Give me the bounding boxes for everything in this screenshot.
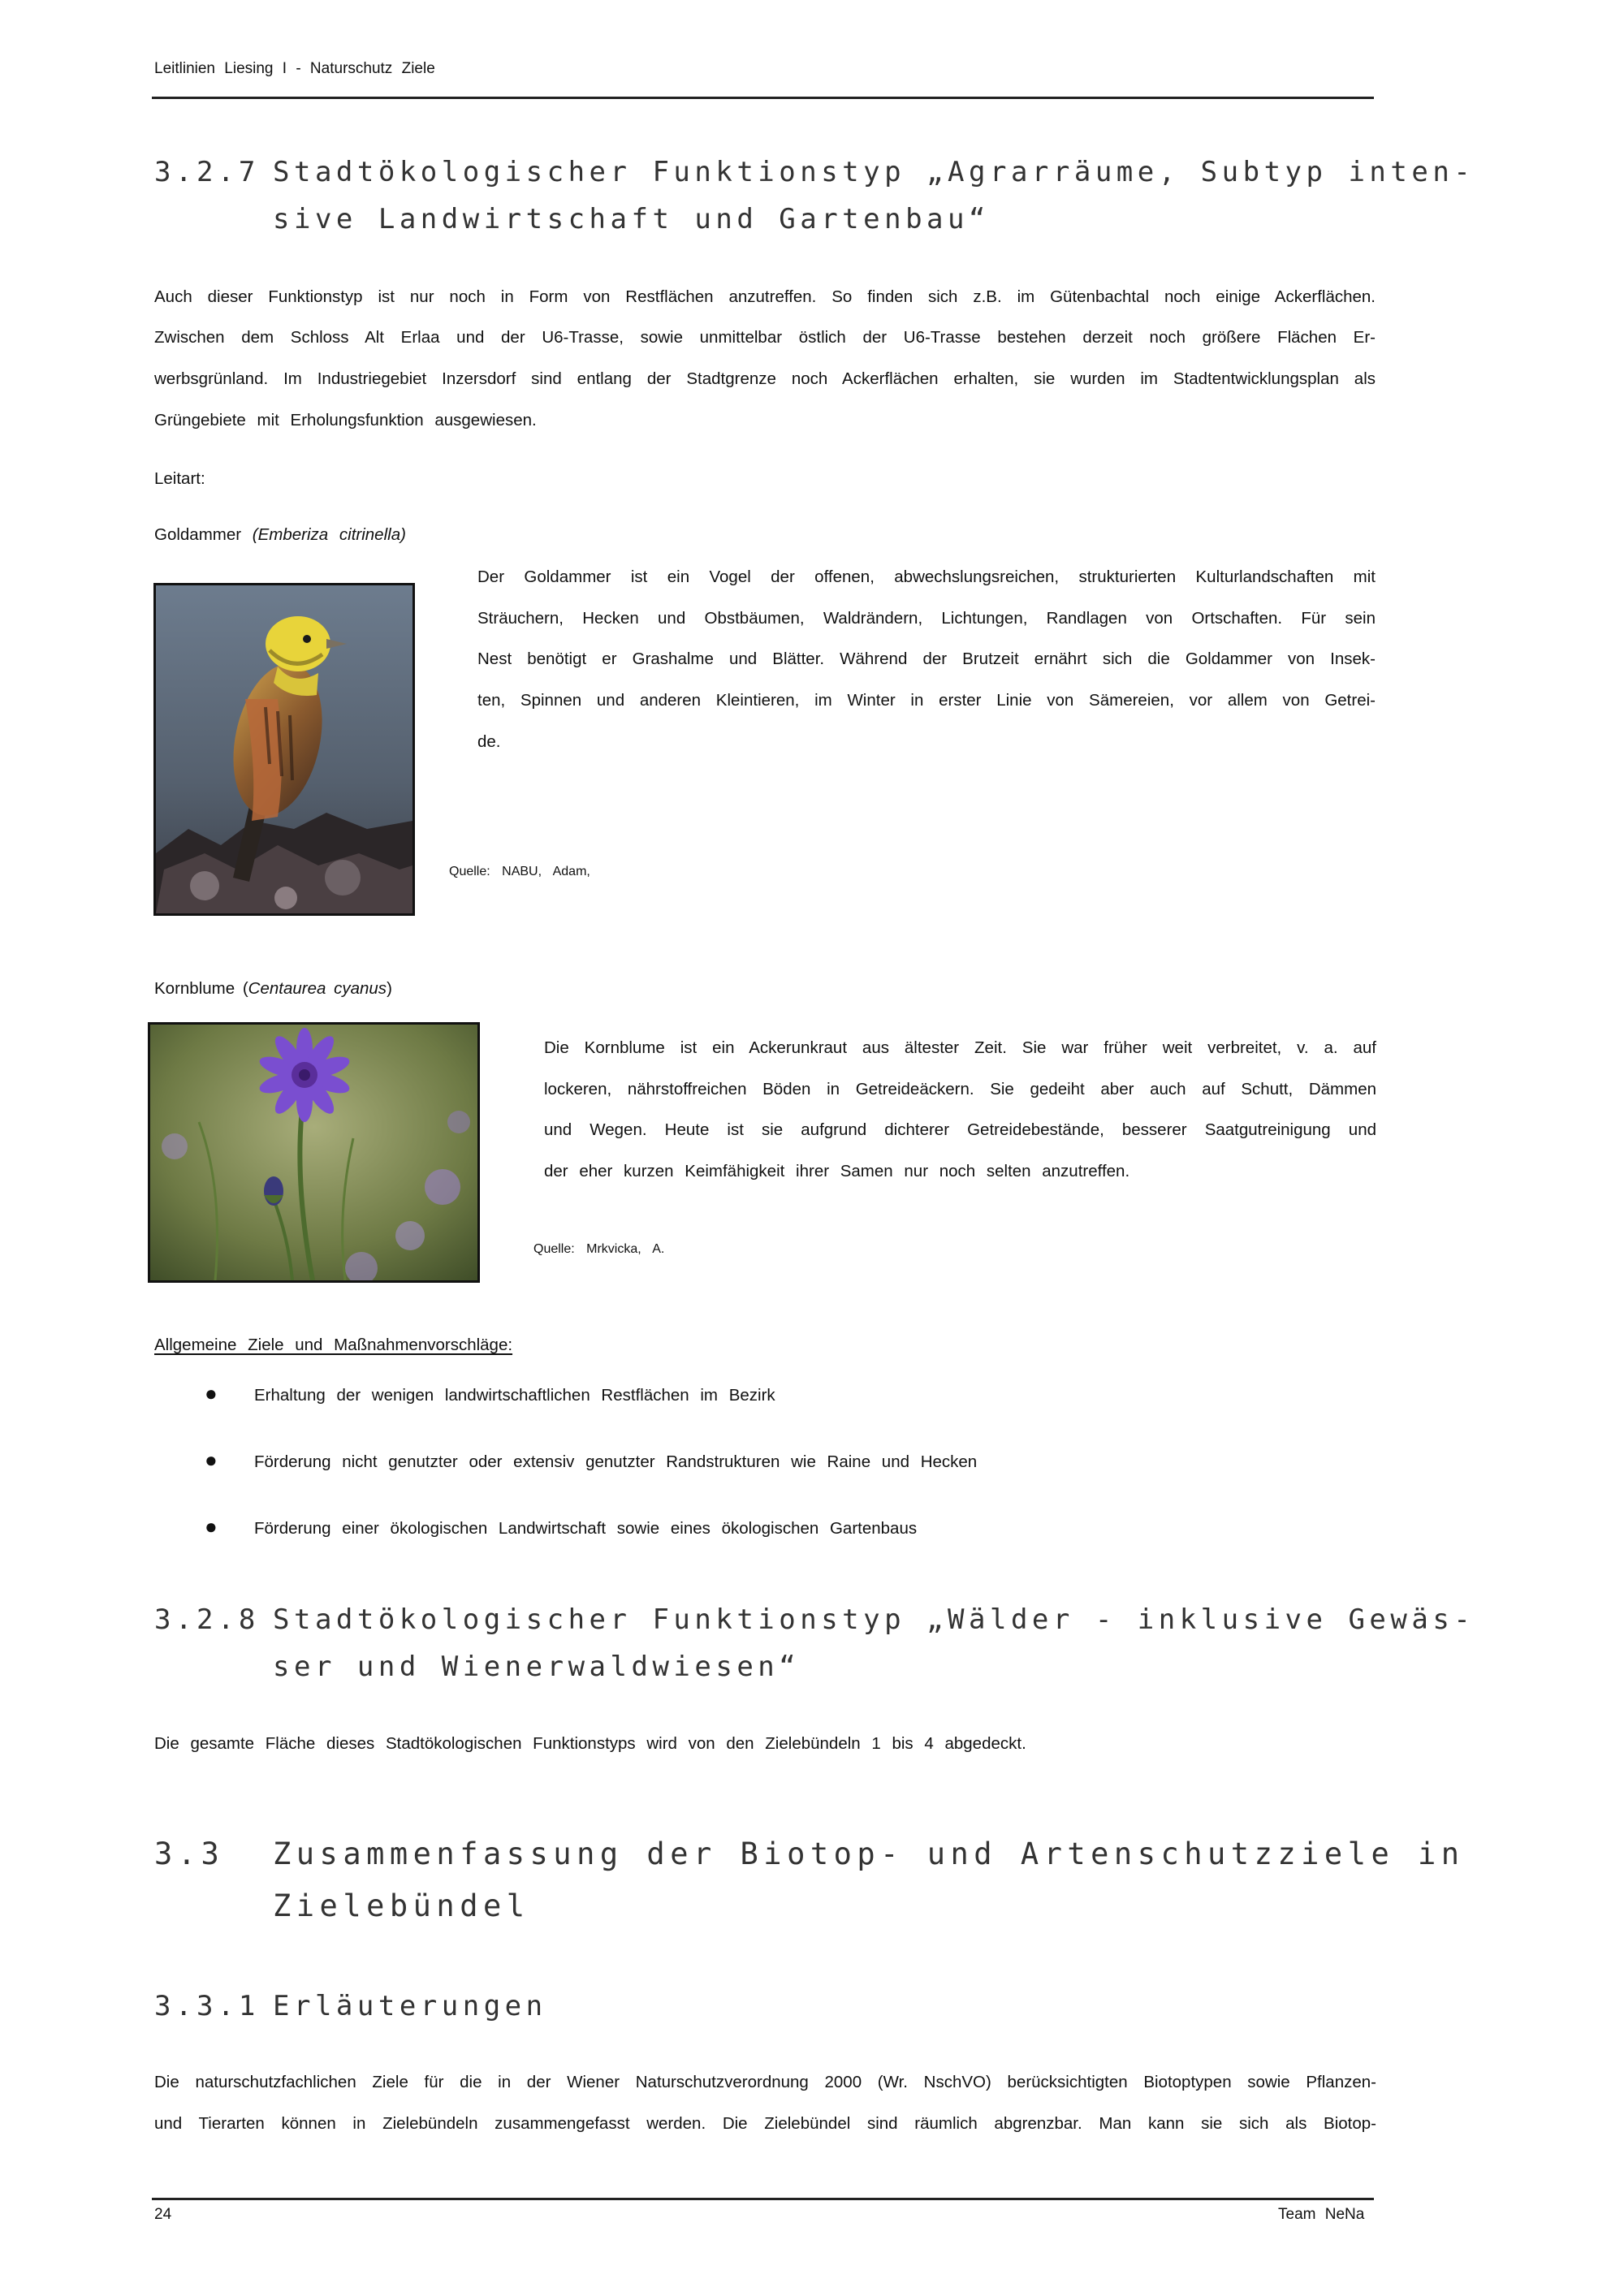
species2-description-line: Die Kornblume ist ein Ackerunkraut aus ältester Zeit. Sie war früher weit verbreitet, v. a. auf (544, 1038, 1376, 1057)
goals-heading: Allgemeine Ziele und Maßnahmenvorschläge: (154, 1336, 513, 1354)
species1-source: Quelle: NABU, Adam, (449, 865, 590, 878)
section-331-paragraph-line: Die naturschutzfachlichen Ziele für die in der Wiener Naturschutzverordnung 2000 (Wr. NschVO) berücksichtigten Biotoptypen sowie Pflanzen- (154, 2073, 1376, 2091)
section-327-title-line2: sive Landwirtschaft und Gartenbau“ (273, 203, 990, 235)
section-33-title-line2: Zielebündel (273, 1888, 530, 1923)
section-328-paragraph: Die gesamte Fläche dieses Stadtökologischen Funktionstyps wird von den Zielebündeln 1 bis 4 abgedeckt. (154, 1734, 1026, 1753)
section-328-title-line2: ser und Wienerwaldwiesen“ (273, 1651, 801, 1683)
footer-team: Team NeNa (1278, 2206, 1365, 2223)
kornblume-photo (148, 1022, 480, 1283)
species1-description-line: ten, Spinnen und anderen Kleintieren, im Winter in erster Linie von Sämereien, vor allem von Getrei- (477, 691, 1376, 710)
bullet-icon: ● (205, 1514, 218, 1539)
goal-item: Förderung einer ökologischen Landwirtschaft sowie eines ökologischen Gartenbaus (254, 1519, 918, 1538)
running-header: Leitlinien Liesing I - Naturschutz Ziele (154, 60, 435, 77)
goal-item: Förderung nicht genutzter oder extensiv genutzter Randstrukturen wie Raine und Hecken (254, 1452, 978, 1471)
species1-caption (154, 525, 406, 545)
goal-item: Erhaltung der wenigen landwirtschaftlichen Restflächen im Bezirk (254, 1386, 775, 1405)
goldammer-photo (153, 583, 415, 916)
bullet-icon: ● (205, 1381, 218, 1405)
section-327-title-line1: Stadtökologischer Funktionstyp „Agrarräume, Subtyp inten- (273, 156, 1475, 188)
page-number: 24 (154, 2206, 172, 2223)
section-33-number: 3.3 (154, 1836, 225, 1871)
species2-description-line: der eher kurzen Keimfähigkeit ihrer Samen nur noch selten anzutreffen. (544, 1162, 1130, 1180)
header-rule (152, 97, 1374, 99)
section-327-paragraph-line: werbsgrünland. Im Industriegebiet Inzersdorf sind entlang der Stadtgrenze noch Ackerflächen erhalten, sie wurden im Stadtentwicklungsplan als (154, 369, 1376, 388)
species1-description-line: Sträuchern, Hecken und Obstbäumen, Waldrändern, Lichtungen, Randlagen von Ortschaften. Für sein (477, 609, 1376, 628)
bullet-icon: ● (205, 1448, 218, 1472)
species2-description-line: lockeren, nährstoffreichen Böden in Getreideäckern. Sie gedeiht aber auch auf Schutt, Dämmen (544, 1080, 1376, 1098)
section-327-paragraph-line: Auch dieser Funktionstyp ist nur noch in Form von Restflächen anzutreffen. So finden sich z.B. im Gütenbachtal noch einige Ackerflächen. (154, 287, 1376, 306)
section-327-number: 3.2.7 (154, 156, 260, 188)
section-33-title-line1: Zusammenfassung der Biotop- und Artenschutzziele in (273, 1836, 1465, 1871)
species2-description-line: und Wegen. Heute ist sie aufgrund dichterer Getreidebestände, besserer Saatgutreinigung und (544, 1120, 1376, 1139)
footer-rule (152, 2198, 1374, 2200)
section-327-paragraph-line: Zwischen dem Schloss Alt Erlaa und der U6-Trasse, sowie unmittelbar östlich der U6-Trasse bestehen derzeit noch größere Flächen Er- (154, 328, 1376, 347)
species2-latin-close: ) (387, 979, 392, 998)
leitart-label: Leitart: (154, 469, 205, 488)
species1-description-line: Der Goldammer ist ein Vogel der offenen, abwechslungsreichen, strukturierten Kulturlandschaften mit (477, 568, 1376, 586)
species2-name: Kornblume (154, 979, 235, 998)
section-328-number: 3.2.8 (154, 1603, 260, 1636)
section-327-paragraph-line: Grüngebiete mit Erholungsfunktion ausgewiesen. (154, 411, 537, 429)
species1-latin: (Emberiza citrinella) (252, 525, 406, 544)
section-331-title: Erläuterungen (273, 1990, 547, 2022)
section-331-paragraph-line: und Tierarten können in Zielebündeln zusammengefasst werden. Die Zielebündel sind räumlich abgrenzbar. Man kann sie sich als Biotop- (154, 2114, 1376, 2133)
species1-name: Goldammer (154, 525, 242, 544)
species2-caption (154, 979, 392, 999)
species2-latin-open: ( (242, 979, 248, 998)
species1-description-line: Nest benötigt er Grashalme und Blätter. Während der Brutzeit ernährt sich die Goldammer von Insek- (477, 650, 1376, 668)
species2-source: Quelle: Mrkvicka, A. (533, 1242, 665, 1256)
species1-description-line: de. (477, 732, 501, 751)
section-328-title-line1: Stadtökologischer Funktionstyp „Wälder - inklusive Gewäs- (273, 1603, 1475, 1636)
species2-latin: Centaurea cyanus (248, 979, 387, 998)
section-331-number: 3.3.1 (154, 1990, 260, 2022)
